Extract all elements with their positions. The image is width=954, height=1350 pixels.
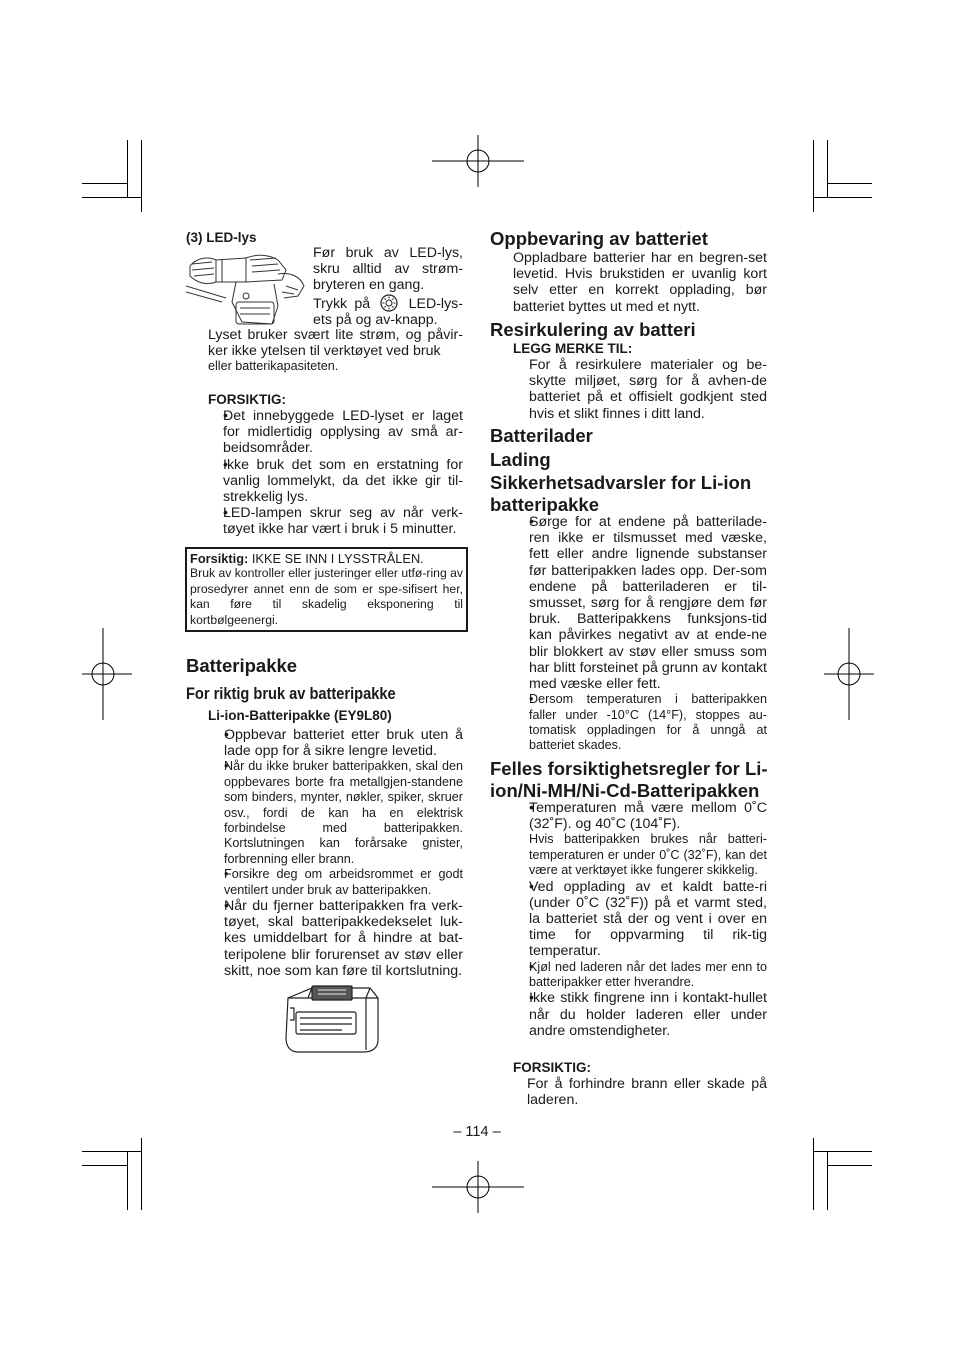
list-item: • Når du ikke bruker batteripakken, skal den oppbevares borte fra metallgjen-standene som binders, mynter, nøkler, spiker, skruer osv., fordi de kan ha en elektrisk forbindelse med batteripakken. Kortslutningen kan forårsake gnister, forbrenning eller brann. [208, 759, 463, 867]
battery-model-label: Li-ion-Batteripakke (EY9L80) [208, 708, 392, 723]
registration-mark-bottom [432, 1161, 524, 1213]
list-item: • Temperaturen må være mellom 0˚C (32˚F). og 40˚C (104˚F). Hvis batteripakken brukes når batteri-temperaturen er under 0˚C (32˚F), kan det være at verktøyet ikke fungerer skikkelig. [513, 800, 767, 879]
warning-label: Forsiktig: [190, 551, 249, 566]
recycling-note-label: LEGG MERKE TIL: [513, 341, 633, 356]
list-item: • Ikke stikk fingrene inn i kontakt-hullet når du holder laderen eller under andre omstendigheter. [513, 990, 767, 1039]
charger-safety-list [513, 514, 767, 754]
common-precautions-list [513, 800, 767, 1039]
led-light-button-icon [379, 294, 399, 312]
list-item: • Når du fjerner batteripakken fra verk-tøyet, skal batteripakkedekselet luk-kes umiddelbart for å hindre at bat-teripolene blir forurenset av støv eller skitt, noe som kan føre til kortslutning. [208, 898, 463, 979]
charger-caution-text: For å forhindre brann eller skade på laderen. [527, 1076, 767, 1109]
registration-mark-left [82, 628, 132, 720]
led-para: Lyset bruker svært lite strøm, og påvir-ker ikke ytelsen til verktøyet ved bruk [208, 327, 463, 360]
led-intro-2a: Trykk på [313, 295, 371, 312]
list-item: • Kjøl ned laderen når det lades mer enn to batteripakker etter hverandre. [513, 960, 767, 991]
recycling-heading: Resirkulering av batteri [490, 319, 696, 340]
list-item: • Ikke bruk det som en erstatning for vanlig lommelykt, da det ikke gir til-strekkelig lys. [212, 457, 463, 506]
storage-heading: Oppbevaring av batteriet [490, 228, 708, 249]
led-caution-list [212, 408, 463, 538]
battery-heading: Batteripakke [186, 655, 298, 676]
registration-mark-right [824, 628, 874, 720]
list-item: • Forsikre deg om arbeidsrommet er godt ventilert under bruk av batteripakken. [208, 867, 463, 898]
led-intro-2b: LED-lys-ets på og av-knapp. [313, 295, 463, 328]
charging-heading: Lading [490, 449, 551, 470]
list-item: • Det innebyggede LED-lyset er laget for midlertidig opplysing av små ar-beidsområder. [212, 408, 463, 457]
registration-mark-top [432, 135, 524, 187]
list-item: • Dersom temperaturen i batteripakken faller under -10°C (14°F), stoppes au-tomatisk oppladingen for å unngå at batteriet skades. [513, 692, 767, 754]
common-precautions-heading: Felles forsiktighetsregler for Li-ion/Ni-MH/Ni-Cd-Batteripakken [490, 758, 768, 801]
page-number: – 114 – [453, 1124, 501, 1140]
charger-heading: Batterilader [490, 425, 593, 446]
drill-illustration [186, 246, 308, 332]
charger-caution-label: FORSIKTIG: [513, 1060, 591, 1075]
warning-text: Bruk av kontroller eller justeringer eller utfø-ring av prosedyrer annet enn de som er spe-sifisert her, kan føre til skadelig eksponering til kortbølgeenergi. [190, 566, 463, 627]
li-ion-safety-heading: Sikkerhetsadvarsler for Li-ion batteripakke [490, 472, 752, 515]
battery-pack-illustration [282, 984, 382, 1056]
list-item: • LED-lampen skrur seg av når verk-tøyet ikke har vært i bruk i 5 minutter. [212, 505, 463, 537]
battery-usage-list [208, 727, 463, 979]
list-item: • Ved opplading av et kaldt batte-ri (under 0˚C (32˚F)) på et varmt sted, la batteriet stå der og vent i over en time for oppvarming til rik-tig temperatur. [513, 879, 767, 960]
temperature-note: Hvis batteripakken brukes når batteri-temperaturen er under 0˚C (32˚F), kan det være at verktøyet ikke fungerer skikkelig. [529, 832, 767, 878]
laser-warning-box [185, 547, 468, 632]
list-item: • Sørge for at endene på batterilade-ren ikke er tilsmusset med væske, fett eller andre lignende substanser før batteripakken lades opp. Der-som endene på batteriladeren er til-smusset, sørg for å rengjøre dem før bruk. Batteripakkens funksjons-tid kan påvirkes negativt av at ende-ne blir blokkert av støv eller smuss som har blitt forsteinet på grunn av kontakt med væske eller fett. [513, 514, 767, 692]
led-heading: (3) LED-lys [186, 230, 257, 245]
storage-text: Oppladbare batterier har en begren-set levetid. Hvis brukstiden er uvanlig kort selv etter en korrekt opplading, bør batteriet byttes ut med et nytt. [513, 250, 767, 315]
led-para-small: eller batterikapasiteten. [208, 359, 339, 374]
led-intro-1: Før bruk av LED-lys, skru alltid av strøm-bryteren en gang. [313, 245, 463, 294]
list-item: • Oppbevar batteriet etter bruk uten å lade opp for å sikre lengre levetid. [208, 727, 463, 759]
recycling-text: For å resirkulere materialer og be-skytte miljøet, sørg for å avhen-de batteriet på et offisielt godkjent sted hvis et slikt finnes i ditt land. [529, 357, 767, 422]
warning-headline: IKKE SE INN I LYSSTRÅLEN. [251, 551, 424, 566]
led-caution-label: FORSIKTIG: [208, 392, 286, 407]
battery-subheading: For riktig bruk av batteripakke [186, 684, 396, 703]
